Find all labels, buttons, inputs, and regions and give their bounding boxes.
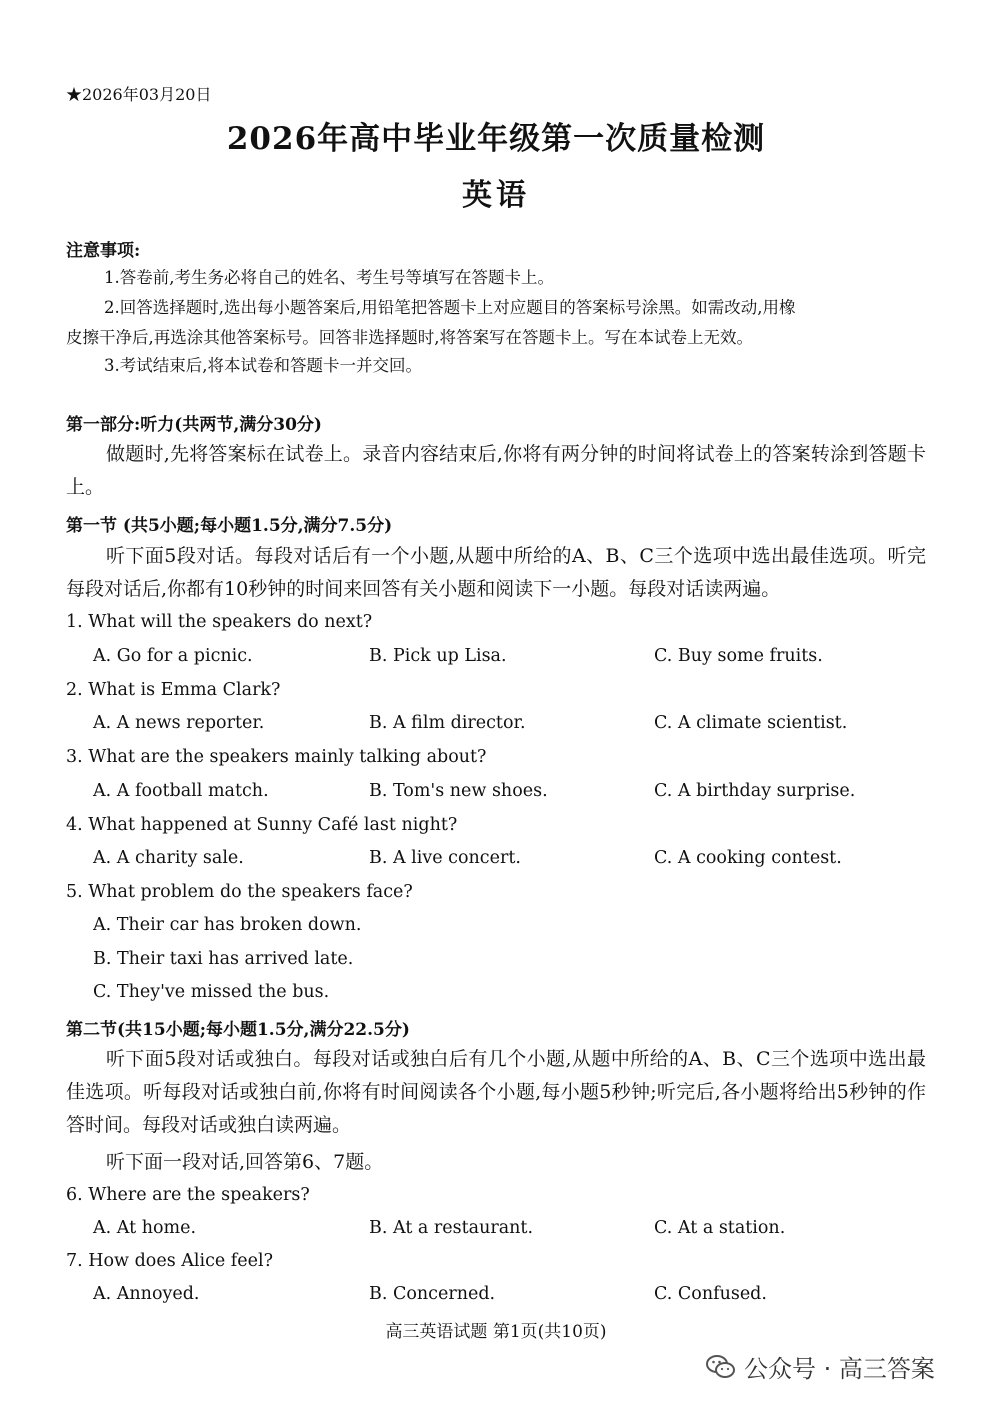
question-4: 4. What happened at Sunny Café last night? <box>66 815 458 835</box>
q4-option-b: B. A live concert. <box>369 848 521 868</box>
q4-option-a: A. A charity sale. <box>93 848 244 868</box>
watermark-text: 公众号 · 高三答案 <box>744 1355 935 1383</box>
question-5: 5. What problem do the speakers face? <box>66 882 413 902</box>
q6-option-b: B. At a restaurant. <box>369 1218 534 1238</box>
note-item-2a: 2.回答选择题时,选出每小题答案后,用铅笔把答题卡上对应题目的答案标号涂黑。如需改动,用橡 <box>104 298 796 317</box>
q3-option-a: A. A football match. <box>93 781 269 801</box>
q6-option-a: A. At home. <box>93 1218 197 1238</box>
q2-option-c: C. A climate scientist. <box>654 713 848 733</box>
q3-option-c: C. A birthday surprise. <box>654 781 856 801</box>
question-2: 2. What is Emma Clark? <box>66 680 281 700</box>
q1-option-a: A. Go for a picnic. <box>93 646 253 666</box>
note-item-1: 1.答卷前,考生务必将自己的姓名、考生号等填写在答题卡上。 <box>104 268 554 287</box>
q3-option-b: B. Tom's new shoes. <box>369 781 548 801</box>
q5-option-a: A. Their car has broken down. <box>93 915 362 935</box>
q5-option-b: B. Their taxi has arrived late. <box>93 949 354 969</box>
note-item-2b: 皮擦干净后,再选涂其他答案标号。回答非选择题时,将答案写在答题卡上。写在本试卷上无效。 <box>66 328 753 347</box>
q7-option-c: C. Confused. <box>654 1284 767 1304</box>
section2-sub: 听下面一段对话,回答第6、7题。 <box>106 1151 384 1173</box>
page-footer: 高三英语试题 第1页(共10页) <box>385 1322 607 1342</box>
section2-heading: 第二节(共15小题;每小题1.5分,满分22.5分) <box>66 1020 410 1040</box>
q1-option-b: B. Pick up Lisa. <box>369 646 507 666</box>
part1-heading: 第一部分:听力(共两节,满分30分) <box>66 415 322 435</box>
question-7: 7. How does Alice feel? <box>66 1251 273 1271</box>
q2-option-b: B. A film director. <box>369 713 526 733</box>
q2-option-a: A. A news reporter. <box>93 713 265 733</box>
exam-subject: 英语 <box>462 178 530 213</box>
notes-heading: 注意事项: <box>66 241 141 261</box>
exam-title: 2026年高中毕业年级第一次质量检测 <box>226 121 766 157</box>
question-6: 6. Where are the speakers? <box>66 1185 310 1205</box>
section1-intro: 听下面5段对话。每段对话后有一个小题,从题中所给的A、B、C三个选项中选出最佳选项。听完每段对话后,你都有10秒钟的时间来回答有关小题和阅读下一小题。每段对话读两遍。 <box>66 545 926 600</box>
q5-option-c: C. They've missed the bus. <box>93 982 330 1002</box>
question-3: 3. What are the speakers mainly talking about? <box>66 747 487 767</box>
watermark <box>706 1349 935 1384</box>
q1-option-c: C. Buy some fruits. <box>654 646 823 666</box>
question-1: 1. What will the speakers do next? <box>66 612 373 632</box>
part1-intro: 做题时,先将答案标在试卷上。录音内容结束后,你将有两分钟的时间将试卷上的答案转涂到答题卡上。 <box>66 443 926 498</box>
q6-option-c: C. At a station. <box>654 1218 786 1238</box>
q4-option-c: C. A cooking contest. <box>654 848 842 868</box>
section2-intro: 听下面5段对话或独白。每段对话或独白后有几个小题,从题中所给的A、B、C三个选项中选出最佳选项。听每段对话或独白前,你将有时间阅读各个小题,每小题5秒钟;听完后,各小题将给出5秒钟的作答时间。每段对话或独白读两遍。 <box>66 1048 926 1136</box>
q7-option-b: B. Concerned. <box>369 1284 496 1304</box>
q7-option-a: A. Annoyed. <box>93 1284 200 1304</box>
note-item-3: 3.考试结束后,将本试卷和答题卡一并交回。 <box>104 356 422 375</box>
wechat-icon <box>706 1354 736 1380</box>
section1-heading: 第一节 (共5小题;每小题1.5分,满分7.5分) <box>66 516 393 536</box>
exam-date: ★2026年03月20日 <box>66 85 212 104</box>
